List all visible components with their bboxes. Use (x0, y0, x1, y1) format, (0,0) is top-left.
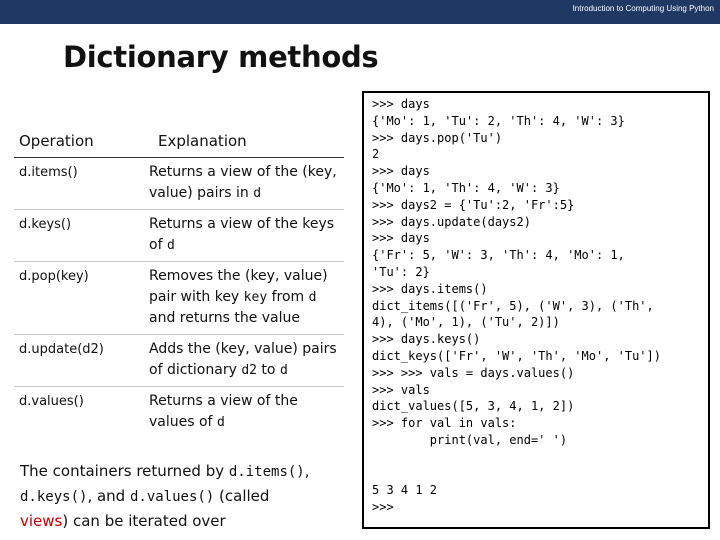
note-code: d.items() (228, 464, 305, 480)
explanation-code: d (253, 186, 262, 201)
code-line: dict_values([5, 3, 4, 1, 2]) (372, 399, 575, 414)
output-line: 5 3 4 1 2 (372, 482, 438, 497)
explanation-text: to (256, 362, 280, 378)
operation-cell: d.update(d2) (19, 342, 104, 357)
header-bar (0, 0, 720, 24)
explanation-code: d2 (241, 363, 257, 378)
operation-cell: d.keys() (19, 217, 72, 232)
note-text: ) can be iterated over (62, 512, 226, 530)
code-line: >>> days (372, 231, 430, 246)
explanation-text: Returns a view of the (key, value) pairs in (149, 164, 337, 201)
explanation-text: Returns a view of the keys of (149, 216, 335, 253)
explanation-text: and returns the value (149, 310, 301, 326)
code-line: dict_keys(['Fr', 'W', 'Th', 'Mo', 'Tu']) (372, 348, 661, 363)
table-row (14, 158, 344, 210)
code-line: >>> for val in vals: (372, 416, 517, 431)
code-line: >>> days.update(days2) (372, 214, 531, 229)
code-line: {'Fr': 5, 'W': 3, 'Th': 4, 'Mo': 1, (372, 248, 625, 263)
table-row (14, 210, 344, 262)
explanation-code: d (279, 363, 288, 378)
table-row (14, 387, 344, 439)
operation-cell: d.items() (19, 165, 78, 180)
explanation-code: d (166, 238, 175, 253)
code-line: print(val, end=' ') (372, 432, 568, 447)
operation-cell: d.values() (19, 394, 84, 409)
explanation-cell (144, 158, 344, 210)
code-line: 2 (372, 147, 380, 162)
code-line: >>> vals (372, 382, 430, 397)
note-code: d.values() (129, 489, 215, 505)
explanation-text: Removes the (key, value) pair with key (149, 268, 328, 305)
header-operation: Operation (19, 132, 94, 150)
table-header-row (14, 127, 344, 158)
explanation-cell (144, 210, 344, 262)
explanation-code: key (243, 290, 268, 305)
explanation-text: from (267, 289, 309, 305)
explanation-code: d (308, 290, 317, 305)
code-line: >>> days (372, 97, 430, 111)
code-line: 'Tu': 2} (372, 264, 430, 279)
explanation-text: Returns a view of the values of (149, 393, 298, 430)
code-line: 4), ('Mo', 1), ('Tu', 2)]) (372, 315, 560, 330)
note-text: , and (87, 487, 130, 505)
explanation-text: Adds the (key, value) pairs of dictionary (149, 341, 337, 378)
python-shell-example (362, 91, 710, 529)
slide-title: Dictionary methods (63, 40, 379, 74)
note-text: (called (214, 487, 270, 505)
note-text: , (304, 462, 310, 480)
views-highlight: views (20, 512, 63, 530)
code-line: {'Mo': 1, 'Th': 4, 'W': 3} (372, 180, 560, 195)
code-line: >>> days (372, 164, 430, 179)
explanation-cell (144, 335, 344, 387)
note-text: The containers returned by (20, 462, 229, 480)
output-line: >>> (372, 499, 394, 514)
code-line: >>> days2 = {'Tu':2, 'Fr':5} (372, 197, 575, 212)
code-line: >>> days.keys() (372, 332, 481, 347)
code-line: {'Mo': 1, 'Tu': 2, 'Th': 4, 'W': 3} (372, 113, 625, 128)
operation-cell: d.pop(key) (19, 269, 89, 284)
views-note (20, 459, 360, 533)
code-line: >>> >>> vals = days.values() (372, 365, 575, 380)
explanation-cell (144, 262, 344, 335)
code-line: dict_items([('Fr', 5), ('W', 3), ('Th', (372, 298, 654, 313)
header-explanation: Explanation (158, 132, 247, 150)
table-row (14, 335, 344, 387)
explanation-code: d (216, 415, 225, 430)
code-line: >>> days.pop('Tu') (372, 130, 503, 145)
note-code: d.keys() (20, 489, 88, 505)
course-title: Introduction to Computing Using Python (572, 4, 714, 13)
methods-table (14, 127, 344, 438)
explanation-cell (144, 387, 344, 439)
table-row (14, 262, 344, 335)
code-line: >>> days.items() (372, 281, 488, 296)
